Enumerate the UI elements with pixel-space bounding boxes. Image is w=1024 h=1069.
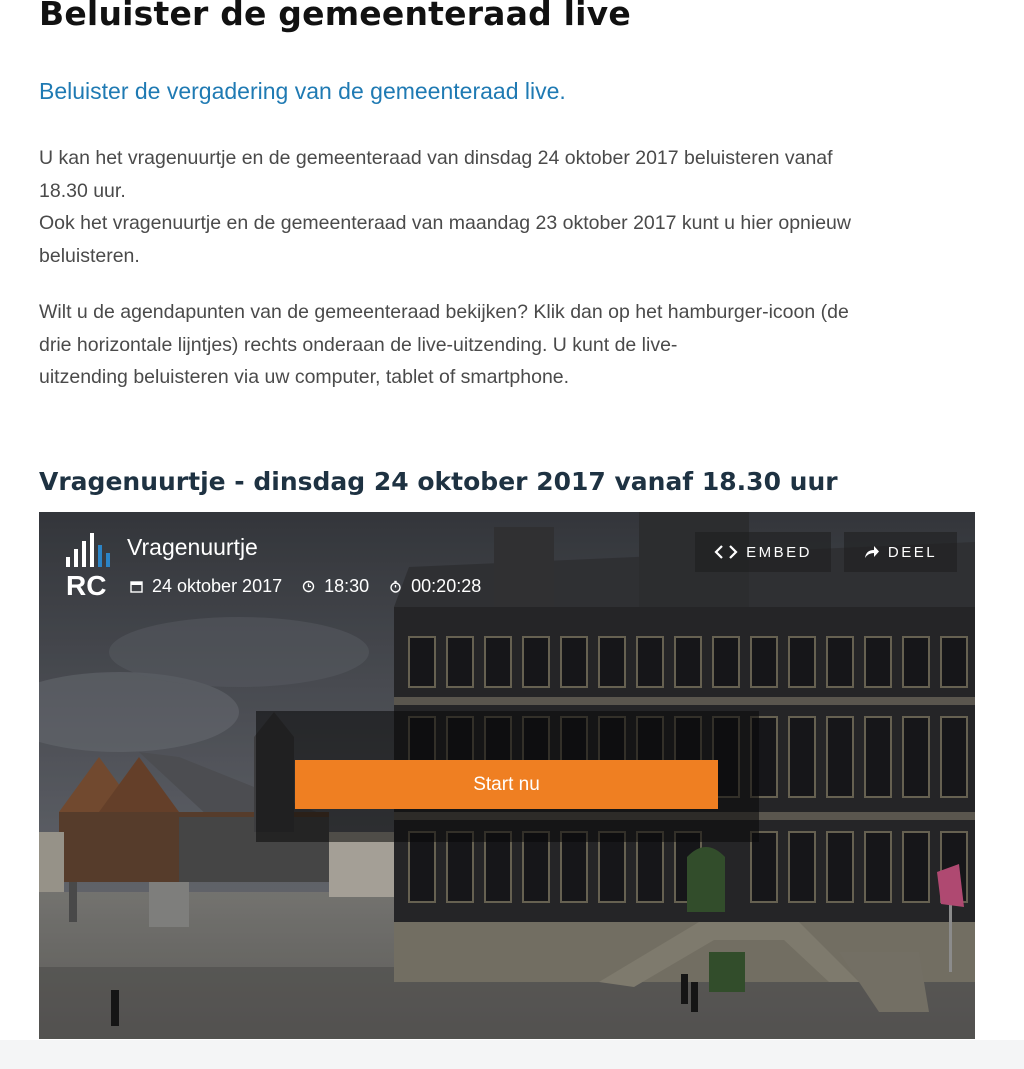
stopwatch-icon [389,580,402,593]
paragraph-line: drie horizontale lijntjes) rechts onderaan de live-uitzending. U kunt de live- [39,333,678,356]
share-arrow-icon [864,545,880,559]
clock-icon [302,580,315,593]
player-title: Vragenuurtje [127,534,258,560]
start-button[interactable]: Start nu [295,760,718,809]
page-bottom-band [0,1040,1024,1069]
rc-logo [66,532,116,598]
player-meta [130,576,501,597]
intro-paragraph [39,142,984,272]
date-text: 24 oktober 2017 [152,576,283,596]
meta-duration [389,576,481,597]
embed-label: EMBED [746,543,812,561]
lead-text: Beluister de vergadering van de gemeenteraad live. [39,78,566,104]
paragraph-line: uitzending beluisteren via uw computer, tablet of smartphone. [39,366,570,388]
logo-text: RC [66,570,107,598]
duration-text: 00:20:28 [411,576,482,596]
audio-player[interactable] [39,512,975,1039]
calendar-icon [130,580,143,593]
share-label: DEEL [887,543,938,561]
page-title: Beluister de gemeenteraad live [39,0,631,33]
section-title: Vragenuurtje - dinsdag 24 oktober 2017 vanaf 18.30 uur [39,467,838,496]
paragraph-line: 18.30 uur. [39,179,126,202]
agenda-paragraph [39,296,984,394]
paragraph-line: beluisteren. [39,244,140,267]
paragraph-line: U kan het vragenuurtje en de gemeenteraad van dinsdag 24 oktober 2017 beluisteren vanaf [39,147,833,169]
time-text: 18:30 [324,576,370,596]
meta-date [130,576,282,597]
embed-button[interactable] [695,532,831,572]
code-brackets-icon [714,545,738,559]
meta-time [302,576,369,597]
paragraph-line: Ook het vragenuurtje en de gemeenteraad van maandag 23 oktober 2017 kunt u hier opnieuw [39,212,851,234]
paragraph-line: Wilt u de agendapunten van de gemeenteraad bekijken? Klik dan op het hamburger-icoon (de [39,301,849,323]
share-button[interactable] [844,532,957,572]
